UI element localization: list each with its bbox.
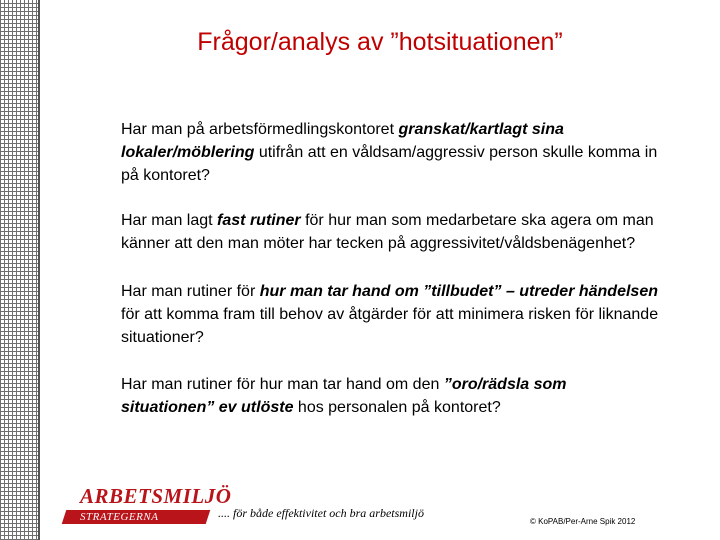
paragraph-emphasis: hur man tar hand om ”tillbudet” – utreder händelsen [259,283,658,300]
paragraph-text: hos personalen på kontoret? [293,399,501,416]
question-paragraph [121,118,661,187]
paragraph-text: Har man på arbetsförmedlingskontoret [121,121,399,138]
paragraph-text: Har man rutiner för hur man tar hand om den [121,376,444,393]
slide-title: Frågor/analys av ”hotsituationen” [197,28,563,56]
question-list [121,118,661,441]
arbetsmiljo-strategerna-logo [64,484,244,524]
paragraph-text: för att komma fram till behov av åtgärder för att minimera risken för liknande situationer? [121,306,659,346]
paragraph-text: utifrån att en våldsam/aggressiv person skulle komma in på kontoret? [121,144,658,184]
question-paragraph [121,209,661,255]
footer [40,478,720,540]
logo-wordmark: ARBETSMILJÖ [80,484,232,508]
paragraph-text: Har man lagt [121,212,218,229]
logo-band-text: STRATEGERNA [80,511,159,523]
footer-tagline: .... för både effektivitet och bra arbetsmiljö [218,506,424,520]
paragraph-text: för hur man som medarbetare ska agera om man känner att den man möter har tecken på aggressivitet/våldsbenägenhet? [121,212,654,252]
copyright-notice: © KoPAB/Per-Arne Spik 2012 [530,517,636,526]
question-paragraph [121,280,661,349]
paragraph-emphasis: fast rutiner [217,212,301,229]
paragraph-emphasis: ”oro/rädsla som situationen” ev utlöste [121,376,567,416]
decorative-grid-bar [0,0,40,540]
question-paragraph [121,373,661,419]
paragraph-emphasis: granskat/kartlagt sina lokaler/möblering [121,121,564,161]
paragraph-text: Har man rutiner för [121,283,260,300]
